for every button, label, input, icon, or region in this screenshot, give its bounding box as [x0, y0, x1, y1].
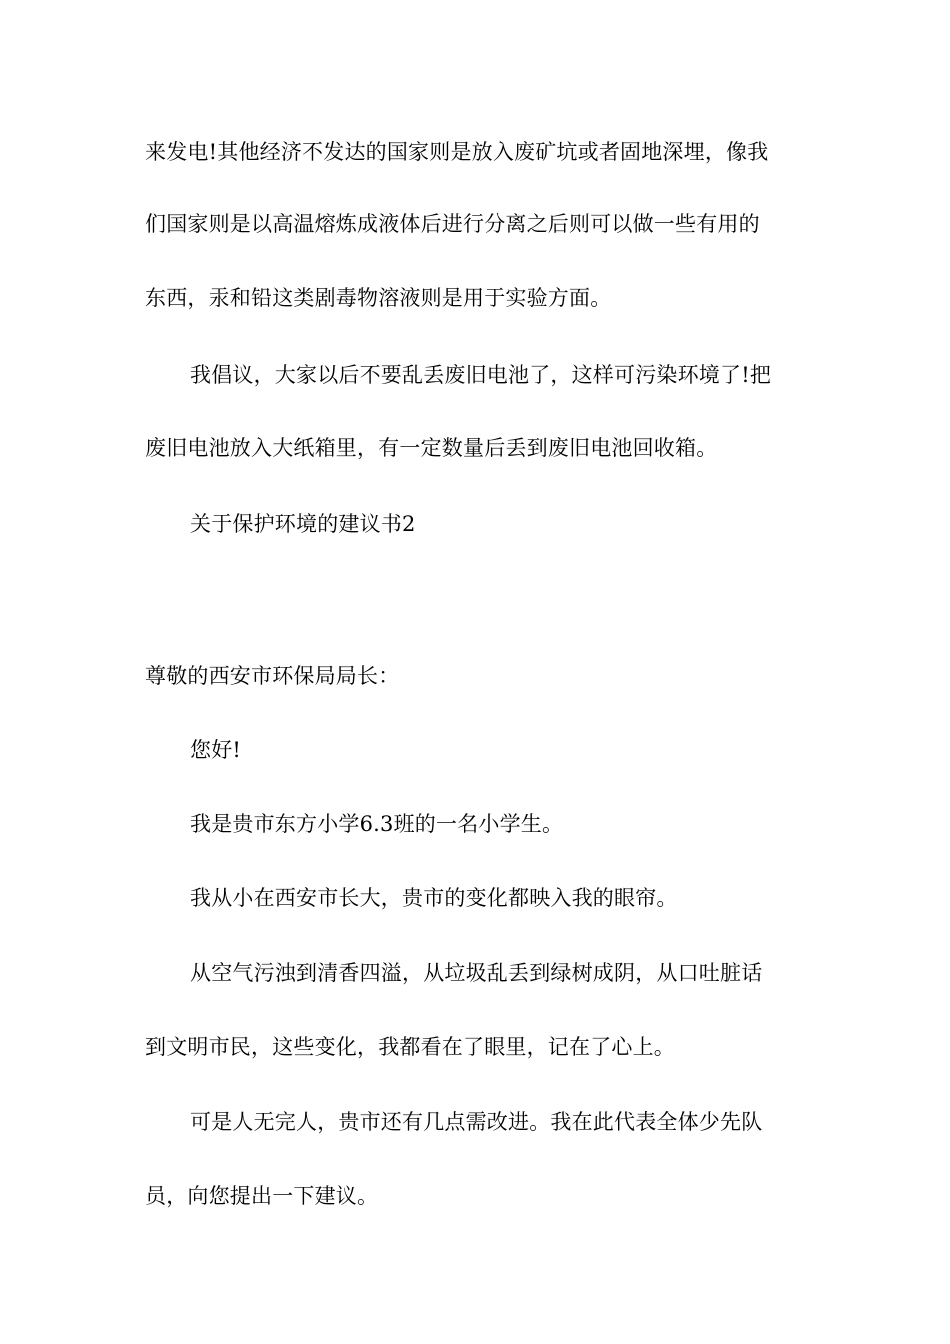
body-text-line: 员，向您提出一下建议。	[145, 1184, 379, 1208]
paragraph-start-line: 我是贵市东方小学6.3班的一名小学生。	[190, 812, 564, 836]
section-title: 关于保护环境的建议书2	[190, 512, 416, 536]
body-text-line: 们国家则是以高温熔炼成液体后进行分离之后则可以做一些有用的	[145, 212, 760, 236]
paragraph-start-line: 我从小在西安市长大，贵市的变化都映入我的眼帘。	[190, 886, 678, 910]
greeting: 您好!	[190, 738, 242, 762]
body-text-line: 来发电!其他经济不发达的国家则是放入废矿坑或者固地深埋，像我	[145, 140, 769, 164]
body-text-line: 废旧电池放入大纸箱里，有一定数量后丢到废旧电池回收箱。	[145, 436, 718, 460]
paragraph-start-line: 可是人无完人，贵市还有几点需改进。我在此代表全体少先队	[190, 1110, 763, 1134]
body-text-line: 东西，汞和铅这类剧毒物溶液则是用于实验方面。	[145, 286, 612, 310]
salutation: 尊敬的西安市环保局局长：	[145, 664, 400, 688]
paragraph-start-line: 从空气污浊到清香四溢，从垃圾乱丢到绿树成阴，从口吐脏话	[190, 961, 763, 985]
paragraph-start-line: 我倡议，大家以后不要乱丢废旧电池了，这样可污染环境了!把	[190, 363, 772, 387]
body-text-line: 到文明市民，这些变化，我都看在了眼里，记在了心上。	[145, 1035, 675, 1059]
